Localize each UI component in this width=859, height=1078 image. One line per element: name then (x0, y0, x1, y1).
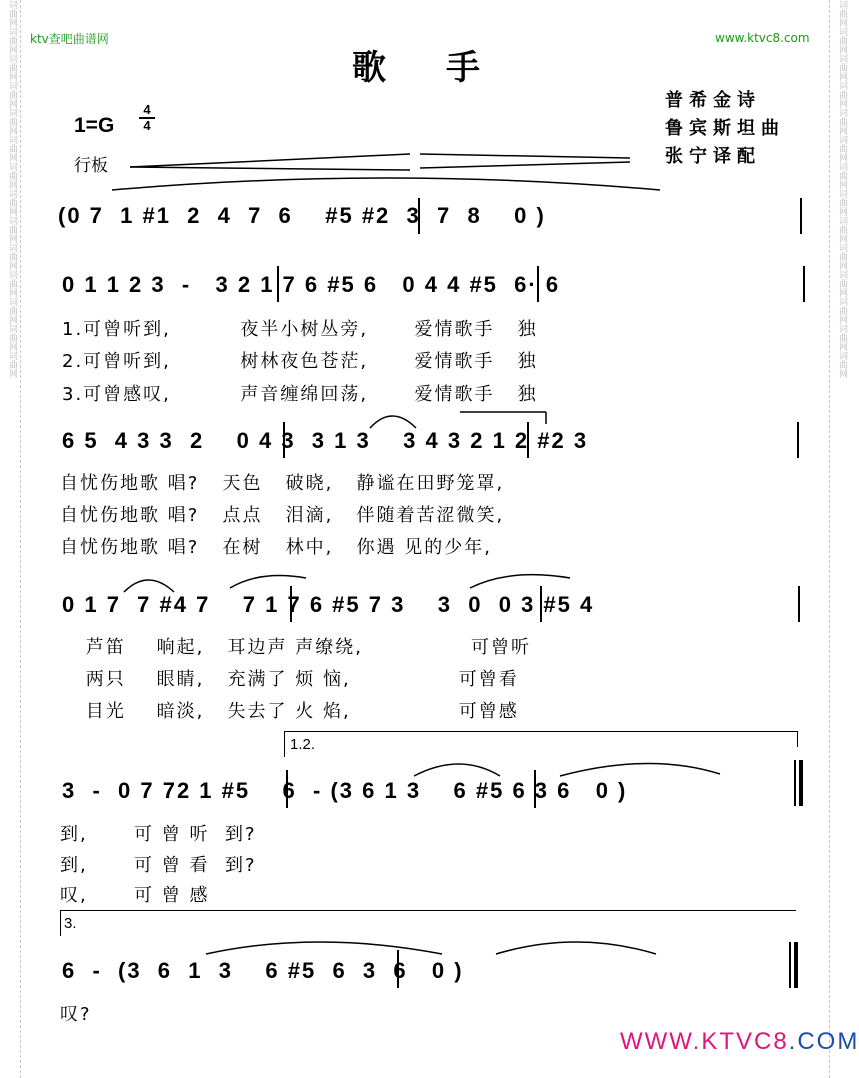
line5-notes: 6 - (3 6 1 3 6 #5 6 3 6 0 ) (62, 958, 464, 983)
time-signature (139, 104, 155, 132)
watermark-top-left: ktv查吧曲谱网 (30, 32, 109, 46)
final-barline-thin (789, 942, 791, 988)
tempo-marking: 行板 (74, 156, 108, 176)
credit-translator: 张宁译配 (665, 146, 761, 167)
barline (540, 586, 542, 622)
line4-lyric-verse2: 到, 可 曾 看 到? (60, 855, 257, 876)
intro-notes: (0 7 1 #1 2 4 7 6 #5 #2 3 7 8 0 ) (58, 203, 546, 228)
barline (283, 422, 285, 458)
barline (798, 586, 800, 622)
dynamics-hairpins (130, 148, 660, 174)
ending-label-3: 3. (64, 915, 77, 932)
line3-lyric-verse2: 两只 眼睛, 充满了 烦 恼, 可曾看 (78, 669, 519, 690)
barline (418, 198, 420, 234)
time-signature-top: 4 (143, 102, 151, 117)
ending-bracket-1-2-edge (284, 731, 285, 757)
brand-mid: KTVC8 (701, 1028, 789, 1055)
line3-lyric-verse1: 芦笛 响起, 耳边声 声缭绕, 可曾听 (78, 637, 532, 658)
brand-prefix: WWW. (620, 1028, 702, 1055)
barline (527, 422, 529, 458)
line1-lyric-verse3: 3.可曾感叹, 声音缠绵回荡, 爱情歌手 独 (62, 384, 538, 405)
line2-lyric-verse1: 自忧伤地歌 唱? 天色 破晓, 静谧在田野笼罩, (60, 473, 505, 494)
ending-bracket-1-2 (284, 731, 798, 732)
line1-notes: 0 1 1 2 3 - 3 2 1 7 6 #5 6 0 4 4 #5 6· 6 (62, 272, 561, 297)
line4-lyric-verse1: 到, 可 曾 听 到? (60, 824, 257, 845)
side-watermark-text: 词曲网词曲网词曲网词曲网词曲网词曲网词曲网词曲网词曲网词曲网词曲网词曲网词曲网词曲网 (837, 0, 847, 378)
credit-lyricist: 普希金诗 (665, 90, 761, 111)
side-watermark-text: 词曲网词曲网词曲网词曲网词曲网词曲网词曲网词曲网词曲网词曲网词曲网词曲网词曲网词曲网 (7, 0, 17, 378)
line4-notes: 3 - 0 7 72 1 #5 6 - (3 6 1 3 6 #5 6 3 6 0 ) (62, 778, 628, 803)
brand-suffix: .COM (788, 1028, 859, 1055)
song-title: 歌手 (352, 48, 540, 88)
barline (277, 266, 279, 302)
line2-lyric-verse2: 自忧伤地歌 唱? 点点 泪滴, 伴随着苦涩微笑, (60, 505, 505, 526)
right-watermark-strip (829, 0, 850, 1078)
left-watermark-strip (0, 0, 21, 1078)
line5-lyric: 叹? (60, 1004, 92, 1025)
line2-notes: 6 5 4 3 3 2 0 4 3 3 1 3 3 4 3 2 1 2 #2 3 (62, 428, 589, 453)
barline (797, 422, 799, 458)
bottom-brand-watermark (620, 1028, 859, 1056)
line4-lyric-verse3: 叹, 可 曾 感 (60, 885, 210, 906)
barline (534, 770, 536, 808)
repeat-barline-thick (799, 760, 803, 806)
line3-lyric-verse3: 目光 暗淡, 失去了 火 焰, 可曾感 (78, 701, 519, 722)
time-signature-bottom: 4 (143, 118, 151, 133)
barline (286, 770, 288, 808)
credit-composer: 鲁宾斯坦曲 (665, 118, 785, 139)
line5-ties (196, 930, 796, 960)
ending-bracket-3-edge (60, 910, 61, 936)
barline (397, 950, 399, 988)
line2-lyric-verse3: 自忧伤地歌 唱? 在树 林中, 你遇 见的少年, (60, 537, 492, 558)
line1-lyric-verse1: 1.可曾听到, 夜半小树丛旁, 爱情歌手 独 (62, 319, 538, 340)
final-barline-thick (794, 942, 798, 988)
repeat-barline-thin (794, 760, 796, 806)
watermark-top-right: www.ktvc8.com (715, 31, 810, 45)
ending-label-1-2: 1.2. (290, 736, 316, 753)
ending-bracket-1-2-edge (797, 731, 798, 747)
barline (537, 266, 539, 302)
line1-lyric-verse2: 2.可曾听到, 树林夜色苍茫, 爱情歌手 独 (62, 351, 538, 372)
line3-notes: 0 1 7 7 #4 7 7 1 7 6 #5 7 3 3 0 0 3 #5 4 (62, 592, 595, 617)
barline (800, 198, 802, 234)
key-signature: 1=G (74, 114, 115, 137)
barline (290, 586, 292, 622)
ending-bracket-3 (60, 910, 796, 911)
barline (803, 266, 805, 302)
intro-slur (108, 172, 668, 194)
